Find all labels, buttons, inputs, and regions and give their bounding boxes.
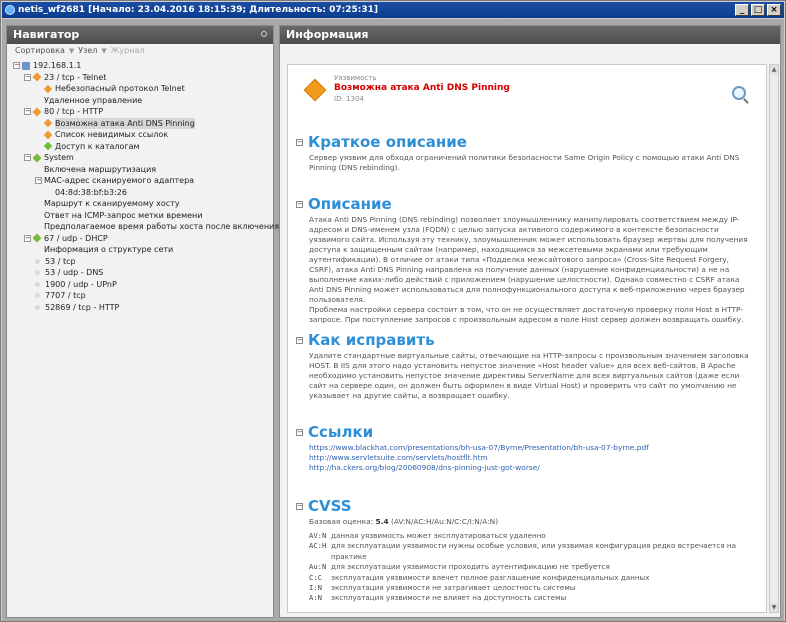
tree-node-label: Ответ на ICMP-запрос метки времени [44, 210, 203, 220]
vulnerability-type: Уязвимость [334, 74, 377, 82]
tree-node[interactable] [13, 106, 273, 118]
cvss-metric-row [309, 562, 754, 572]
port-g-icon [32, 153, 41, 162]
links-list [309, 443, 754, 473]
section-short-text: Сервер уязвим для обхода ограничений политики безопасности Same Origin Policy с помощью атаки Anti DNS Pinning (DNS rebinding). [309, 153, 740, 172]
section-fix-title[interactable] [296, 331, 435, 349]
window-title: netis_wf2681 [Начало: 23.04.2016 18:15:39; Длительность: 07:25:31] [18, 5, 378, 15]
tree-node[interactable] [13, 267, 273, 279]
tree-node[interactable] [13, 187, 273, 199]
section-desc-heading: Описание [308, 195, 392, 213]
tree-node[interactable] [13, 279, 273, 291]
dot-icon [35, 293, 40, 298]
dot-icon [35, 305, 40, 310]
information-header [280, 26, 780, 44]
cvss-metric-desc: для эксплуатации уязвимости проходить аутентификацию не требуется [331, 562, 610, 572]
navigator-header [7, 26, 273, 44]
section-desc-text [309, 215, 754, 325]
tree-node[interactable] [13, 164, 273, 176]
tree-node-label: Удаленное управление [44, 95, 143, 105]
tree-node[interactable] [13, 83, 273, 95]
sort-dropdown-icon[interactable]: ▼ [68, 47, 75, 55]
desc-paragraph-2: Проблема настройки сервера состоит в том, что он не осуществляет достаточную проверку поля Host в HTTP-запросе. При поступление запросов с произвольным адресом в поле Host сервер должен возвращать ошибку. [309, 305, 744, 324]
cvss-metric-row [309, 573, 754, 583]
tree-node-label: MAC-адрес сканируемого адаптера [44, 176, 195, 185]
collapse-icon[interactable]: − [297, 137, 303, 146]
section-short-title[interactable] [296, 133, 467, 151]
tree-node[interactable] [13, 210, 273, 222]
tree-node-label: 1900 / udp - UPnP [45, 279, 117, 289]
section-links-heading: Ссылки [308, 423, 374, 441]
collapse-icon[interactable]: − [297, 427, 303, 436]
pin-icon[interactable] [261, 31, 267, 37]
section-short-heading: Краткое описание [308, 133, 467, 151]
tree-node-label: 67 / udp - DHCP [44, 233, 108, 243]
reference-link[interactable]: http://www.servletsuite.com/servlets/hostflt.htm [309, 453, 488, 462]
vertical-scrollbar[interactable] [769, 64, 779, 613]
tree-node[interactable] [13, 129, 273, 141]
cvss-metric-key: AV:N [309, 531, 327, 540]
tree-node-label: 53 / udp - DNS [45, 268, 104, 277]
tree-expander-icon[interactable]: − [14, 61, 20, 70]
tree-node-label: Маршрут к сканируемому хосту [44, 199, 180, 208]
ok-icon [44, 142, 52, 150]
navigator-tree [7, 60, 280, 617]
app-icon [5, 5, 15, 15]
tree-node[interactable] [13, 244, 273, 256]
section-links-title[interactable] [296, 423, 373, 441]
cvss-metric-desc: эксплуатация уязвимости не затрагивает целостность системы [331, 583, 576, 593]
vuln-icon [44, 85, 52, 93]
tree-expander-icon[interactable]: − [25, 153, 31, 162]
collapse-icon[interactable]: − [297, 335, 303, 344]
cvss-metric-desc: эксплуатация уязвимости не влияет на доступность системы [331, 593, 567, 603]
tree-node[interactable] [13, 72, 273, 84]
section-cvss-title[interactable] [296, 497, 352, 515]
cvss-metric-key: I:N [309, 583, 322, 593]
section-cvss-heading: CVSS [308, 497, 352, 515]
cvss-metric-row [309, 583, 754, 593]
tree-node[interactable] [13, 152, 273, 164]
vulnerability-id: ID: 1304 [334, 95, 364, 103]
cvss-metric-desc: данная уязвимость может эксплуатироваться удаленно [331, 531, 546, 540]
tree-node[interactable] [13, 256, 273, 268]
tree-node-label: 7707 / tcp [45, 291, 86, 300]
reference-link[interactable]: http://ha.ckers.org/blog/20060908/dns-pinning-just-got-worse/ [309, 463, 540, 472]
cvss-metric-row [309, 531, 754, 541]
navigator-panel [6, 25, 280, 618]
node-button[interactable]: Узел [78, 46, 98, 55]
reference-link[interactable]: https://www.blackhat.com/presentations/bh-usa-07/Byrne/Presentation/bh-usa-07-byrne.pdf [309, 443, 649, 452]
tree-node-label: Список невидимых ссылок [55, 130, 169, 139]
cvss-metric-key: C:C [309, 572, 322, 582]
tree-node-label: 80 / tcp - HTTP [44, 107, 104, 116]
scroll-up-icon[interactable]: ▲ [771, 66, 777, 73]
cvss-metric-row [309, 541, 754, 562]
cvss-vector: (AV:N/AC:H/Au:N/C:C/I:N/A:N) [390, 517, 499, 526]
port-o-icon [32, 73, 41, 82]
sort-button[interactable]: Сортировка [15, 46, 65, 55]
cvss-metric-row [309, 593, 754, 603]
cvss-score-value: 5.4 [375, 517, 389, 526]
dot-icon [35, 270, 40, 275]
cvss-score [309, 517, 498, 526]
tree-node-label: 53 / tcp [45, 256, 76, 266]
tree-node-label: 04:8d:38:bf:b3:26 [55, 187, 127, 197]
cvss-metric-key: AC:H [309, 541, 327, 551]
vulnerability-diamond-icon [304, 79, 327, 102]
vulnerability-name: Возможна атака Anti DNS Pinning [334, 83, 510, 93]
tree-node-label: Небезопасный протокол Telnet [55, 84, 185, 93]
maximize-button[interactable]: □ [751, 4, 765, 16]
scroll-down-icon[interactable]: ▼ [771, 604, 777, 611]
collapse-icon[interactable]: − [297, 199, 303, 208]
section-fix-text: Удалите стандартные виртуальные сайты, отвечающие на HTTP-запросы с произвольным значением заголовка HOST. В IIS для этого надо установить непустое значение «Host header value» для всех веб-сайтов. В Apache необходимо установить непустое значение директивы ServerName для всех виртуальных сайтов (даже если сайт на сервере один, он должен быть оформлен в виде Virtual Host) и проверить что сайт по умолчанию не указывает на другие сайты, а возвращает ошибку. [309, 351, 749, 400]
vuln-icon [44, 131, 52, 139]
tree-node[interactable] [13, 60, 273, 72]
cvss-metric-list [309, 531, 754, 604]
cvss-score-label: Базовая оценка: [309, 517, 374, 526]
dot-icon [35, 282, 40, 287]
tree-node[interactable] [13, 118, 273, 130]
tree-node-label: Предполагаемое время работы хоста после включения [44, 222, 280, 231]
cvss-metric-key: Au:N [309, 562, 327, 572]
tree-node-label: 52869 / tcp - HTTP [45, 302, 120, 312]
vuln-icon [44, 119, 52, 127]
tree-node[interactable] [13, 95, 273, 107]
tree-node[interactable] [13, 198, 273, 210]
minimize-button[interactable]: _ [735, 4, 749, 16]
section-fix-heading: Как исправить [308, 331, 435, 349]
desc-paragraph-1: Атака Anti DNS Pinning (DNS rebinding) позволяет злоумышленнику манипулировать соответствием между IP-адресом и DNS-именем узла (FQDN) с целью запуска активного содержимого в контексте безопасности уязвимого сайта. Используя эту технику, злоумышленник может использовать браузер жертвы для получения доступа к защищенным сайтам (например, находящимся за межсетевыми экранами или требующим аутентификации). В отличие от атаки типа «Подделка межсайтового запроса» (Cross-Site Request Forgery, CSRF), атака Anti DNS Pinning направлена на получение данных (нарушение конфиденциальности) а не на выполнение каких-либо действий с приложением (нарушение целостности). Однако совместно с CSRF атака Anti DNS Pinning может использоваться для полнофункционального доступа к веб-приложению через браузер пользователя. [309, 215, 748, 304]
tree-expander-icon[interactable]: − [36, 176, 42, 185]
tree-node[interactable] [13, 233, 273, 245]
journal-button[interactable]: Журнал [110, 46, 145, 55]
close-button[interactable]: × [767, 4, 781, 16]
node-dropdown-icon[interactable]: ▼ [101, 47, 107, 55]
window-controls [735, 4, 781, 16]
port-o-icon [32, 107, 41, 116]
dot-icon [35, 259, 40, 264]
tree-node-label: System [44, 153, 74, 162]
tree-node-label: Доступ к каталогам [55, 141, 140, 151]
host-icon [22, 62, 30, 70]
navigator-toolbar [7, 44, 273, 58]
tree-node[interactable] [13, 141, 273, 153]
tree-node[interactable] [13, 302, 273, 314]
search-icon[interactable] [732, 86, 746, 100]
tree-node-label: Возможна атака Anti DNS Pinning [55, 118, 195, 128]
tree-expander-icon[interactable]: − [25, 107, 31, 116]
information-title: Информация [286, 28, 369, 41]
vulnerability-header [300, 74, 756, 110]
collapse-icon[interactable]: − [297, 501, 303, 510]
tree-node-label: Информация о структуре сети [44, 245, 174, 254]
tree-node-label: 23 / tcp - Telnet [44, 72, 107, 82]
tree-expander-icon[interactable]: − [25, 72, 31, 81]
tree-expander-icon[interactable]: − [25, 233, 31, 242]
information-content [287, 64, 767, 613]
tree-node[interactable] [13, 290, 273, 302]
port-g-icon [32, 234, 41, 243]
tree-node-label: 192.168.1.1 [33, 61, 82, 70]
information-panel [279, 25, 781, 618]
tree-node[interactable] [13, 175, 273, 187]
section-desc-title[interactable] [296, 195, 392, 213]
tree-node[interactable] [13, 221, 280, 233]
navigator-title: Навигатор [13, 28, 80, 41]
title-bar[interactable] [2, 2, 784, 18]
cvss-metric-desc: для эксплуатации уязвимости нужны особые условия, или уязвимая конфигурация редко встречается на практике [331, 541, 736, 561]
cvss-metric-desc: эксплуатация уязвимости влечет полное разглашение конфиденциальных данных [331, 572, 650, 582]
cvss-metric-key: A:N [309, 593, 322, 603]
workspace [2, 19, 784, 621]
tree-node-label: Включена маршрутизация [44, 164, 157, 174]
